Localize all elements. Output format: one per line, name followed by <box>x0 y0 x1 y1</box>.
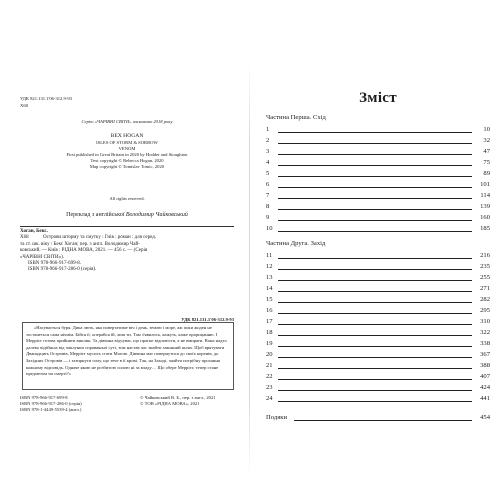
publication-line: First published in Great Britain in 2020 by Hodder and Stoughton <box>66 152 188 157</box>
toc-entry[interactable] <box>266 157 490 168</box>
toc-page-number: 114 <box>480 192 490 199</box>
toc-page-number: 441 <box>480 395 490 402</box>
toc-leader-line <box>278 346 472 347</box>
card-isbn: ISBN 978-966-917-286-0 (серія). <box>28 267 97 273</box>
toc-chapter-number: 23 <box>266 384 273 391</box>
toc-page-number: 255 <box>480 274 490 281</box>
card-code: Х68 <box>20 235 29 241</box>
catalog-card <box>20 229 234 274</box>
toc-leader-line <box>278 187 472 188</box>
toc-chapter-number: 12 <box>266 263 273 270</box>
toc-entry-acknowledgements[interactable] <box>266 412 490 423</box>
toc-page-number: 367 <box>480 351 490 358</box>
toc-chapter-number: 14 <box>266 285 273 292</box>
rights-reserved: All rights reserved. <box>109 196 145 201</box>
copyright-line: © ТОВ «РІДНА МОВА», 2021 <box>140 401 200 406</box>
translation-prefix: Переклад з англійської <box>66 212 125 218</box>
toc-entry[interactable] <box>266 338 490 349</box>
toc-leader-line <box>278 231 472 232</box>
toc-chapter-number: 2 <box>266 137 270 144</box>
toc-leader-line <box>278 401 472 402</box>
toc-page-number: 216 <box>480 252 490 259</box>
copyright-line: © Чайковський В. Б., пер. з англ., 2021 <box>140 395 216 400</box>
toc-page-number: 101 <box>480 181 490 188</box>
toc-part-label: Частина Перша. Схід <box>266 114 326 121</box>
toc-entry[interactable] <box>266 294 490 305</box>
toc-page-number: 32 <box>483 137 490 144</box>
copyright-notice <box>140 395 216 407</box>
toc-leader-line <box>278 132 472 133</box>
original-subtitle: VENOM <box>118 146 136 151</box>
toc-chapter-number: 21 <box>266 362 273 369</box>
toc-entry[interactable] <box>266 305 490 316</box>
toc-leader-line <box>278 280 472 281</box>
series-note: Серію «ЧАРІВНІ СВІТИ» засновано 2018 року <box>81 119 173 124</box>
toc-part-label: Частина Друга. Захід <box>266 240 326 247</box>
toc-page-number: 10 <box>483 126 490 133</box>
isbn: ISBN 978-966-917-286-0 (серія) <box>20 401 82 406</box>
toc-chapter-number: 13 <box>266 274 273 281</box>
original-title-block <box>20 133 234 170</box>
toc-entry[interactable] <box>266 124 490 135</box>
map-copyright: Map copyright © Tomislav Tomic, 2020 <box>89 164 165 169</box>
toc-entry[interactable] <box>266 382 490 393</box>
card-line: та ст. шк. віку / Бекс Хоган; пер. з англ. Володимир Чай- <box>20 241 140 247</box>
toc-page-number: 75 <box>483 159 490 166</box>
toc-leader-line <box>278 368 472 369</box>
toc-leader-line <box>278 198 472 199</box>
toc-leader-line <box>278 209 472 210</box>
toc-entry[interactable] <box>266 212 490 223</box>
card-line: ковський. — Київ : РІДНА МОВА, 2021. — 456 с. — (Серія <box>20 248 148 254</box>
card-author: Хоган, Бекс. <box>20 229 48 234</box>
udk-code: УДК 821.131.1'06-312.9-93 <box>20 96 72 101</box>
toc-title: Зміст <box>359 90 397 106</box>
toc-chapter-number: 3 <box>266 148 270 155</box>
isbn: ISBN 978-966-917-699-8 <box>20 395 68 400</box>
toc-chapter-number: 19 <box>266 340 273 347</box>
toc-chapter-number: 18 <box>266 329 273 336</box>
toc-leader-line <box>278 154 472 155</box>
toc-leader-line <box>294 420 472 421</box>
toc-leader-line <box>278 258 472 259</box>
toc-page-number: 310 <box>480 318 490 325</box>
toc-chapter-number: 5 <box>266 170 270 177</box>
toc-entry[interactable] <box>266 349 490 360</box>
toc-leader-line <box>278 269 472 270</box>
toc-entry[interactable] <box>266 168 490 179</box>
toc-leader-line <box>278 302 472 303</box>
toc-entry[interactable] <box>266 327 490 338</box>
toc-page-number: 388 <box>480 362 490 369</box>
book-annotation: «Насувається буря. Дика лють, яка повертатиме віч і день, землю і море, аж поки жоден не зостанеться сама нічиїм. Бійся її, операйся їй, лиш ти. Там з'явилось, кажуть, каже прорицанню. І Меррієт готова прийняти виклик. Та дівчина відчуває, що прагне відповісти, а не вмирати. Вона надто далеко відійшла від чаклунки справжньої суті, тож настав час знайти законний шлях. Щоб врятувати Дванадцять Островів, Меррієт мусить стати Магою. Дівчина має повернутися до своїх коренів, до Західних Островів — і зазирнути силу, що тече в її крові. Так, на Заході, знайти потрібну прохання кожному відповідь. Одначе якою не розбитою силою ні за владу… Що оберe Меррієт, тепер стане предметом чи смерті?» <box>26 325 227 377</box>
toc-page-number: 338 <box>480 340 490 347</box>
toc-leader-line <box>278 143 472 144</box>
toc-page-number: 322 <box>480 329 490 336</box>
card-line: Острови шторму та смутку : Гнів : роман : для серед. <box>43 235 157 241</box>
isbn-list <box>20 395 82 413</box>
toc-acknowledgements-label: Подяки <box>266 414 287 421</box>
toc-page-number: 47 <box>483 148 490 155</box>
toc-chapter-number: 1 <box>266 126 270 133</box>
original-author: BEX HOGAN <box>110 133 144 139</box>
toc-page-number: 271 <box>480 285 490 292</box>
toc-entry[interactable] <box>266 360 490 371</box>
toc-entry[interactable] <box>266 250 490 261</box>
toc-page-number: 454 <box>480 414 490 421</box>
toc-page-number: 407 <box>480 373 490 380</box>
toc-entry[interactable] <box>266 135 490 146</box>
toc-chapter-number: 9 <box>266 214 270 221</box>
toc-leader-line <box>278 220 472 221</box>
card-isbn: ISBN 978-966-917-699-8. <box>28 261 82 267</box>
udk-code-bottom: УДК 821.131.1'06-312.9-93 <box>181 317 234 322</box>
toc-entry[interactable] <box>266 190 490 201</box>
toc-leader-line <box>278 313 472 314</box>
isbn: ISBN 978-1-4449-5539-4 (англ.) <box>20 407 82 412</box>
translator-name: Володимир Чайковський <box>125 212 188 218</box>
toc-chapter-number: 7 <box>266 192 270 199</box>
toc-entry[interactable] <box>266 316 490 327</box>
toc-entry[interactable] <box>266 223 490 234</box>
toc-entry[interactable] <box>266 393 490 404</box>
toc-chapter-number: 15 <box>266 296 273 303</box>
toc-leader-line <box>278 291 472 292</box>
toc-entry[interactable] <box>266 272 490 283</box>
toc-leader-line <box>278 335 472 336</box>
toc-entry[interactable] <box>266 371 490 382</box>
original-title: ISLES OF STORM & SORROW <box>96 140 158 145</box>
toc-chapter-number: 20 <box>266 351 273 358</box>
card-line: «ЧАРІВНІ СВІТИ»). <box>20 254 65 260</box>
toc-leader-line <box>278 176 472 177</box>
divider <box>20 226 234 227</box>
text-copyright: Text copyright © Rebecca Hogan, 2020 <box>90 158 164 163</box>
toc-chapter-number: 17 <box>266 318 273 325</box>
toc-page-number: 295 <box>480 307 490 314</box>
toc-chapter-number: 8 <box>266 203 270 210</box>
toc-leader-line <box>278 390 472 391</box>
toc-entry[interactable] <box>266 283 490 294</box>
toc-entry[interactable] <box>266 179 490 190</box>
toc-leader-line <box>278 165 472 166</box>
toc-chapter-number: 6 <box>266 181 270 188</box>
toc-leader-line <box>278 357 472 358</box>
toc-page-number: 89 <box>483 170 490 177</box>
toc-page-number: 160 <box>480 214 490 221</box>
index-code: Х68 <box>20 103 28 108</box>
toc-entry[interactable] <box>266 201 490 212</box>
toc-chapter-number: 22 <box>266 373 273 380</box>
toc-entry[interactable] <box>266 146 490 157</box>
toc-page-number: 185 <box>480 225 490 232</box>
toc-page-number: 235 <box>480 263 490 270</box>
toc-chapter-number: 11 <box>266 252 273 259</box>
toc-leader-line <box>278 324 472 325</box>
toc-chapter-number: 16 <box>266 307 273 314</box>
toc-chapter-number: 4 <box>266 159 270 166</box>
toc-page-number: 424 <box>480 384 490 391</box>
toc-chapter-number: 10 <box>266 225 273 232</box>
toc-leader-line <box>278 379 472 380</box>
toc-page-number: 282 <box>480 296 490 303</box>
translation-credit <box>20 212 234 218</box>
toc-chapter-number: 24 <box>266 395 273 402</box>
toc-page-number: 139 <box>480 203 490 210</box>
toc-entry[interactable] <box>266 261 490 272</box>
